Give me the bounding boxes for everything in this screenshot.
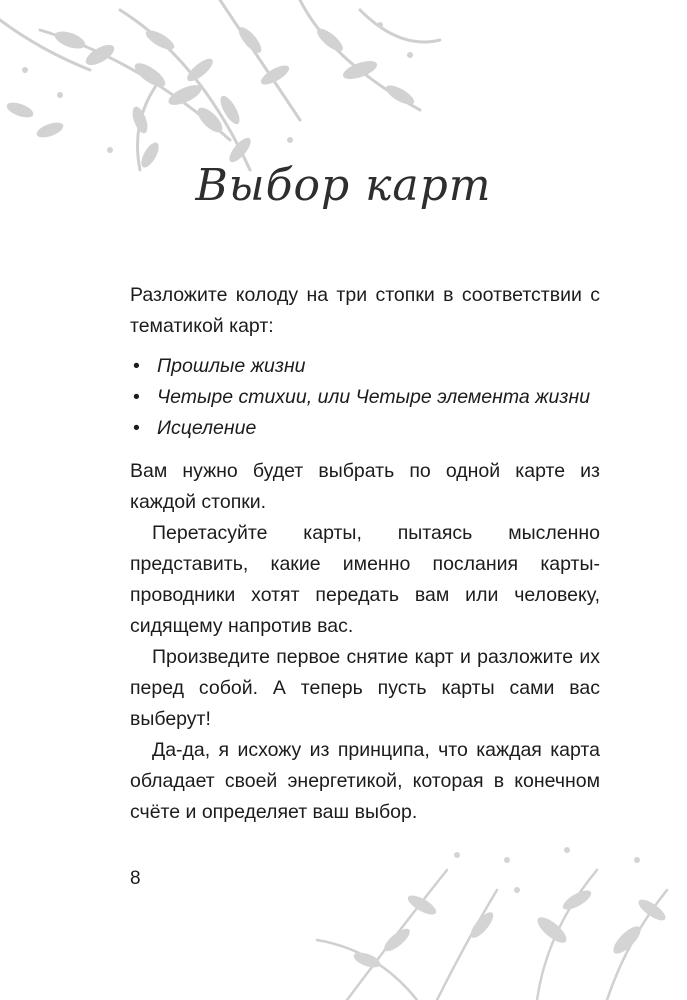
bullet-icon: • <box>133 386 140 408</box>
intro-paragraph: Разложите колоду на три стопки в соответствии с тематикой карт: <box>130 284 600 337</box>
paragraph: Вам нужно будет выбрать по одной карте из каждой стопки. <box>130 460 600 513</box>
list-item: • Прошлые жизни <box>130 351 600 382</box>
page-title: Выбор карт <box>195 160 492 211</box>
floral-ornament-bottom <box>307 830 687 1000</box>
themes-list <box>130 351 600 444</box>
paragraph: Произведите первое снятие карт и разложите их перед собой. А теперь пусть карты сами вас выберут! <box>130 646 600 730</box>
list-item: • Четыре стихии, или Четыре элемента жизни <box>130 382 600 413</box>
list-item: • Исцеление <box>130 413 600 444</box>
page-number: 8 <box>130 868 141 889</box>
paragraph: Да-да, я исхожу из принципа, что каждая карта обладает своей энергетикой, которая в конечном счёте и определяет ваш выбор. <box>130 739 600 823</box>
bullet-icon: • <box>133 355 140 377</box>
paragraph: Перетасуйте карты, пытаясь мысленно представить, какие именно послания карты-проводники хотят передать вам или человеку, сидящему напротив вас. <box>130 522 600 637</box>
main-text <box>130 280 600 828</box>
bullet-icon: • <box>133 417 140 439</box>
